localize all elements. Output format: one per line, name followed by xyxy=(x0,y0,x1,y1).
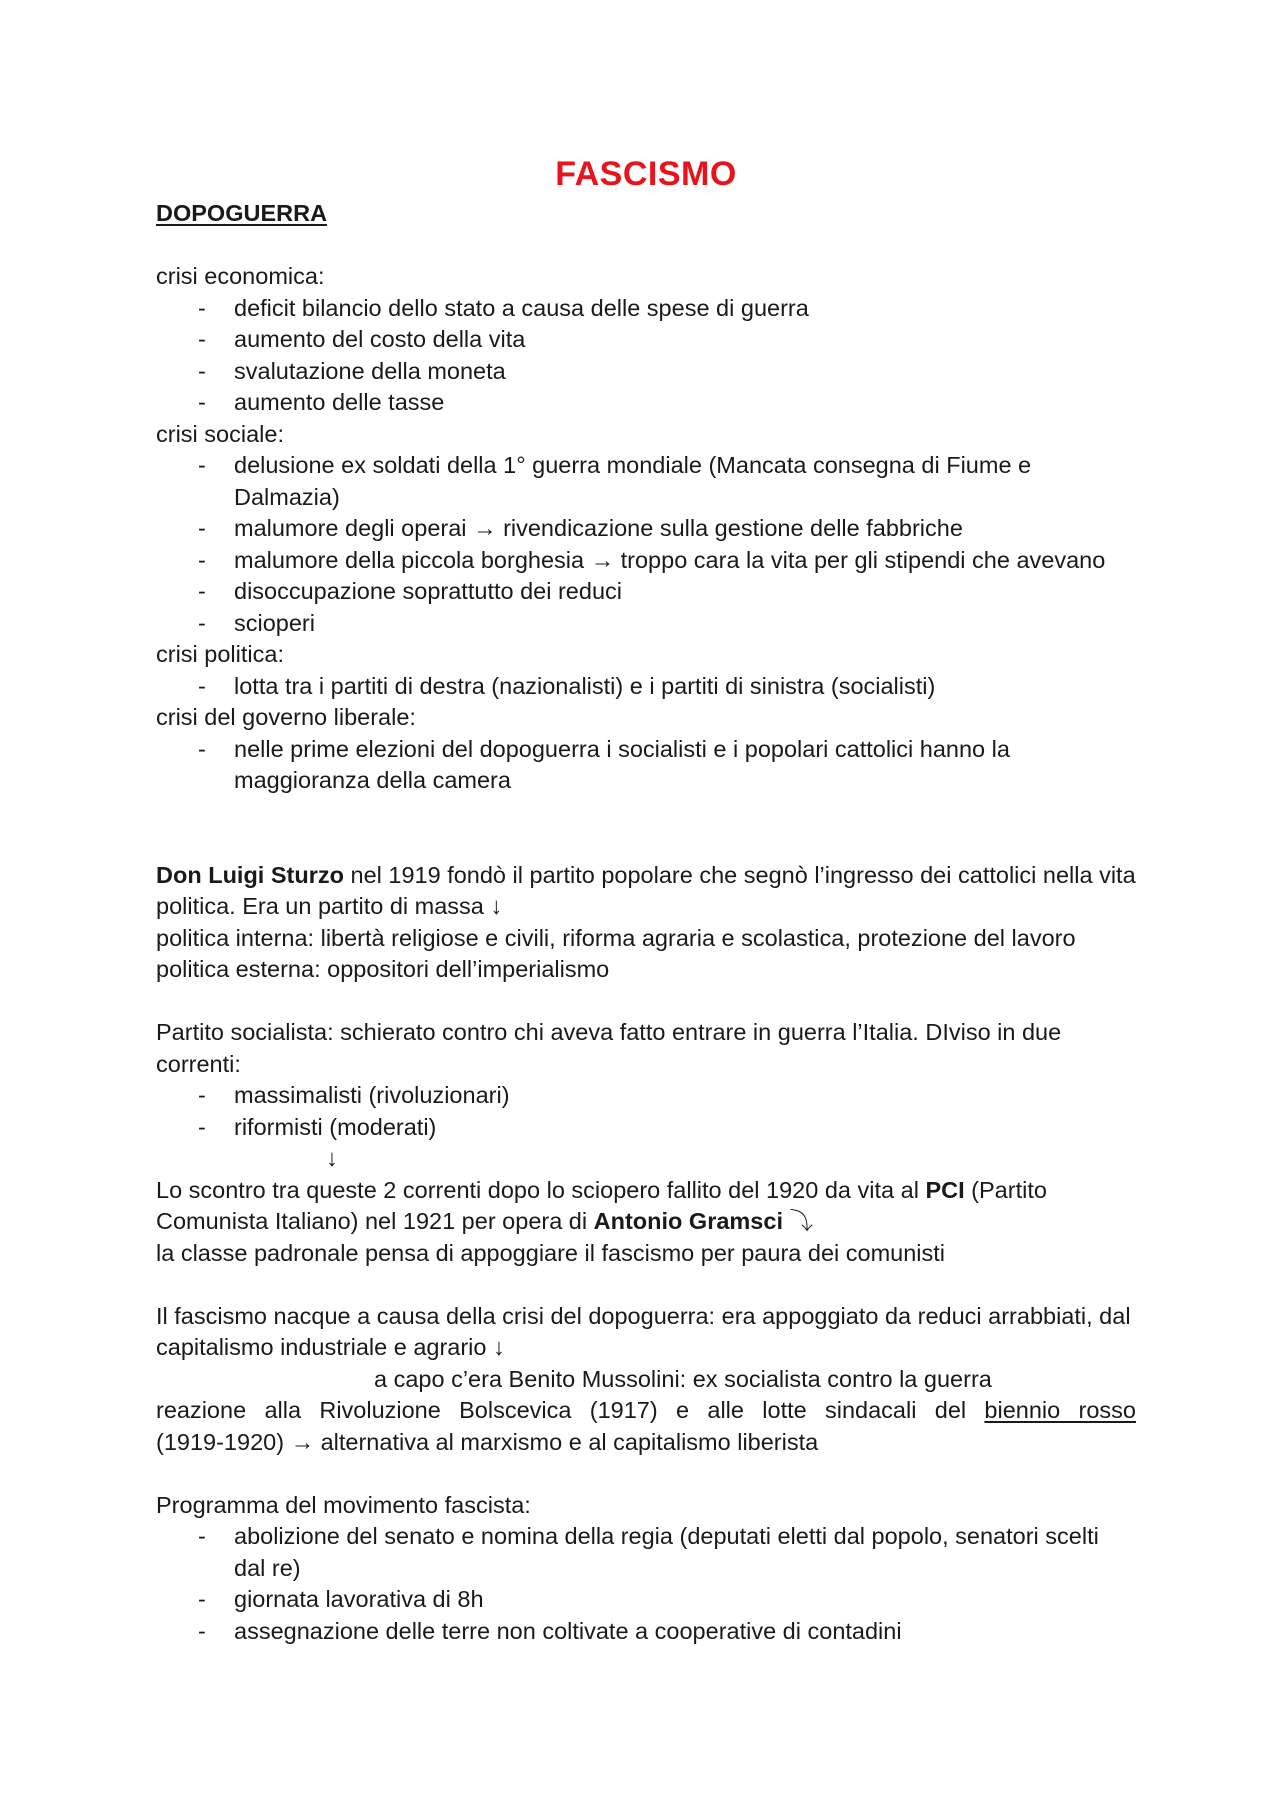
scontro-text-b: (Partito Comunista Italiano) nel 1921 per opera di xyxy=(156,1176,1047,1234)
list-item: - abolizione del senato e nomina della regia (deputati eletti dal popolo, senatori scelti dal re) xyxy=(198,1521,1136,1584)
list-item: - massimalisti (rivoluzionari) xyxy=(198,1080,1136,1112)
reazione-line xyxy=(156,1395,1136,1427)
biennio-rosso: biennio rosso xyxy=(984,1397,1136,1423)
programma-list xyxy=(156,1521,1136,1647)
sturzo-name: Don Luigi Sturzo xyxy=(156,861,344,888)
programma-label: Programma del movimento fascista: xyxy=(156,1491,531,1518)
spacer xyxy=(156,1269,1136,1301)
document-page xyxy=(156,152,1136,1647)
gramsci-name: Antonio Gramsci xyxy=(593,1208,783,1234)
reazione-text-b: (1919-1920) → alternativa al marxismo e al capitalismo liberista xyxy=(156,1428,819,1455)
spacer xyxy=(156,1458,1136,1490)
sturzo-text: nel 1919 fondò il partito popolare che segnò l’ingresso dei cattolici nella vita politica. Era un partito di massa ↓ xyxy=(156,861,1136,919)
crisi-sociale-label: crisi sociale: xyxy=(156,420,284,447)
list-item: - deficit bilancio dello stato a causa delle spese di guerra xyxy=(198,293,1136,325)
list-item: - aumento delle tasse xyxy=(198,387,1136,419)
socialista-intro: Partito socialista: schierato contro chi aveva fatto entrare in guerra l’Italia. DIviso in due correnti: xyxy=(156,1019,1062,1077)
crisi-economica-label: crisi economica: xyxy=(156,263,325,289)
spacer xyxy=(156,986,1136,1018)
list-item: - malumore della piccola borghesia → troppo cara la vita per gli stipendi che avevano xyxy=(198,545,1136,577)
list-item: - lotta tra i partiti di destra (nazionalisti) e i partiti di sinistra (socialisti) xyxy=(198,671,1136,703)
list-item: - malumore degli operai → rivendicazione sulla gestione delle fabbriche xyxy=(198,513,1136,545)
scontro-text-a: Lo scontro tra queste 2 correnti dopo lo sciopero fallito del 1920 da vita al xyxy=(156,1176,926,1203)
sturzo-paragraph xyxy=(156,860,1136,923)
politica-esterna: politica esterna: oppositori dell’imperialismo xyxy=(156,956,610,982)
down-arrow: ↓ xyxy=(326,1145,338,1171)
list-item: - aumento del costo della vita xyxy=(198,324,1136,356)
list-item: - svalutazione della moneta xyxy=(198,356,1136,388)
list-item: - scioperi xyxy=(198,608,1136,640)
crisi-sociale-list xyxy=(156,450,1136,639)
pci-term: PCI xyxy=(925,1176,965,1203)
spacer xyxy=(156,797,1136,860)
list-item: - disoccupazione soprattutto dei reduci xyxy=(198,576,1136,608)
crisi-governo-list xyxy=(156,734,1136,797)
crisi-politica-list xyxy=(156,671,1136,703)
crisi-economica-list xyxy=(156,293,1136,419)
document-title: FASCISMO xyxy=(555,155,737,193)
spacer xyxy=(156,230,1136,262)
crisi-governo-label: crisi del governo liberale: xyxy=(156,704,416,730)
list-item: - riformisti (moderati) xyxy=(198,1112,1136,1144)
reazione-text-a: reazione alla Rivoluzione Bolscevica (1917) e alle lotte sindacali del xyxy=(156,1397,985,1423)
mussolini-line: a capo c’era Benito Mussolini: ex socialista contro la guerra xyxy=(374,1365,992,1392)
crisi-politica-label: crisi politica: xyxy=(156,641,284,667)
list-item: - nelle prime elezioni del dopoguerra i socialisti e i popolari cattolici hanno la maggioranza della camera xyxy=(198,734,1136,797)
list-item: - delusione ex soldati della 1° guerra mondiale (Mancata consegna di Fiume e Dalmazia) xyxy=(198,450,1136,513)
classe-padronale: la classe padronale pensa di appoggiare il fascismo per paura dei comunisti xyxy=(156,1239,946,1266)
reazione-paragraph xyxy=(156,1395,1136,1458)
list-item: - assegnazione delle terre non coltivate a cooperative di contadini xyxy=(198,1616,1136,1648)
return-arrow: ⤵ xyxy=(782,1208,814,1234)
list-item: - giornata lavorativa di 8h xyxy=(198,1584,1136,1616)
section-heading-dopoguerra: DOPOGUERRA xyxy=(156,200,328,226)
correnti-list xyxy=(156,1080,1136,1143)
fascismo-nacque: Il fascismo nacque a causa della crisi del dopoguerra: era appoggiato da reduci arrabbiati, dal capitalismo industriale e agrario ↓ xyxy=(156,1302,1131,1360)
scontro-paragraph xyxy=(156,1175,1136,1238)
politica-interna: politica interna: libertà religiose e civili, riforma agraria e scolastica, protezione del lavoro xyxy=(156,924,1076,951)
